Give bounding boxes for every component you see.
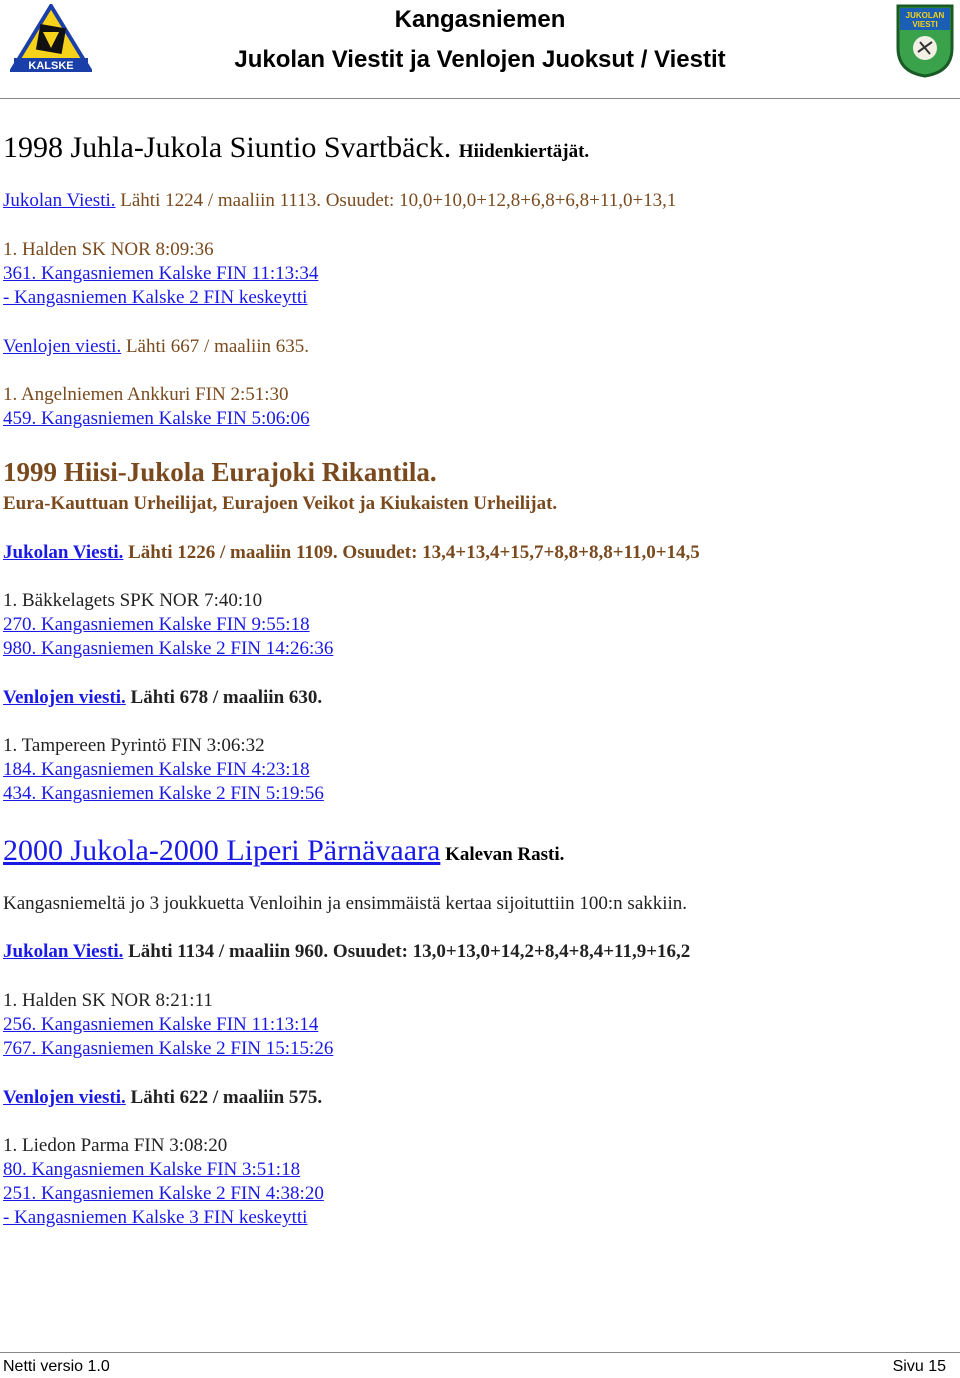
footer-version: Netti versio 1.0 xyxy=(3,1358,110,1375)
venla-info-1998: Lähti 667 / maaliin 635. xyxy=(125,336,310,357)
section-2000-note: Kangasniemeltä jo 3 joukkuetta Venloihin ja ensimmäistä kertaa sijoituttiin 100:n sakkiin. xyxy=(3,893,688,914)
result-link[interactable]: 767. Kangasniemen Kalske 2 FIN 15:15:26 xyxy=(3,1038,334,1059)
section-2000-organizer: Kalevan Rasti. xyxy=(445,844,565,865)
section-2000-heading xyxy=(3,833,564,873)
venla-link-1998[interactable]: Venlojen viesti. xyxy=(3,336,122,357)
section-1999-venla-line xyxy=(3,686,322,710)
result-link[interactable]: 434. Kangasniemen Kalske 2 FIN 5:19:56 xyxy=(3,783,324,804)
result-link[interactable]: 251. Kangasniemen Kalske 2 FIN 4:38:20 xyxy=(3,1183,324,1204)
result-line: 1. Liedon Parma FIN 3:08:20 xyxy=(3,1135,228,1156)
result-line: 1. Tampereen Pyrintö FIN 3:06:32 xyxy=(3,735,265,756)
section-1998-title: 1998 Juhla-Jukola Siuntio Svartbäck. xyxy=(3,131,452,164)
result-link[interactable]: 256. Kangasniemen Kalske FIN 11:13:14 xyxy=(3,1014,319,1035)
header-subtitle: Jukolan Viestit ja Venlojen Juoksut / Viestit xyxy=(234,46,726,73)
venla-link-2000[interactable]: Venlojen viesti. xyxy=(3,1087,126,1108)
section-1998-organizer: Hiidenkiertäjät. xyxy=(458,141,590,162)
section-2000-venla-line xyxy=(3,1086,322,1110)
jukola-logo-icon xyxy=(894,2,956,78)
header-divider xyxy=(0,98,960,99)
jukola-info-1998: Lähti 1224 / maaliin 1113. Osuudet: 10,0+10,0+12,8+6,8+6,8+11,0+13,1 xyxy=(120,190,677,211)
section-1999-organizer: Eura-Kauttuan Urheilijat, Eurajoen Veikot ja Kiukaisten Urheilijat. xyxy=(3,493,558,514)
footer-page-number: Sivu 15 xyxy=(892,1358,946,1375)
footer-divider xyxy=(0,1352,960,1353)
section-1998-jukola-line xyxy=(3,189,676,213)
jukola-link-2000[interactable]: Jukolan Viesti. xyxy=(3,941,124,962)
jukola-info-2000: Lähti 1134 / maaliin 960. Osuudet: 13,0+13,0+14,2+8,4+8,4+11,9+16,2 xyxy=(128,941,691,962)
section-1999-jukola-line xyxy=(3,541,700,565)
jukola-info-1999: Lähti 1226 / maaliin 1109. Osuudet: 13,4+13,4+15,7+8,8+8,8+11,0+14,5 xyxy=(128,542,700,563)
svg-text:KALSKE: KALSKE xyxy=(28,60,74,72)
result-line: 1. Angelniemen Ankkuri FIN 2:51:30 xyxy=(3,384,289,405)
section-2000-jukola-line xyxy=(3,940,690,964)
header-title: Kangasniemen xyxy=(394,6,566,33)
result-line: 1. Halden SK NOR 8:09:36 xyxy=(3,239,214,260)
svg-text:JUKOLAN: JUKOLAN xyxy=(905,11,945,20)
result-link[interactable]: 980. Kangasniemen Kalske 2 FIN 14:26:36 xyxy=(3,638,334,659)
result-link[interactable]: 459. Kangasniemen Kalske FIN 5:06:06 xyxy=(3,408,310,429)
section-2000-title-link[interactable]: 2000 Jukola-2000 Liperi Pärnävaara xyxy=(3,834,441,867)
venla-link-1999[interactable]: Venlojen viesti. xyxy=(3,687,126,708)
section-1999-title: 1999 Hiisi-Jukola Eurajoki Rikantila. xyxy=(3,457,437,487)
result-link[interactable]: 184. Kangasniemen Kalske FIN 4:23:18 xyxy=(3,759,310,780)
svg-text:VIESTI: VIESTI xyxy=(912,20,938,29)
section-1998-heading xyxy=(3,130,589,170)
result-link[interactable]: - Kangasniemen Kalske 2 FIN keskeytti xyxy=(3,287,308,308)
result-link[interactable]: - Kangasniemen Kalske 3 FIN keskeytti xyxy=(3,1207,308,1228)
result-link[interactable]: 270. Kangasniemen Kalske FIN 9:55:18 xyxy=(3,614,310,635)
venla-info-1999: Lähti 678 / maaliin 630. xyxy=(130,687,323,708)
result-link[interactable]: 80. Kangasniemen Kalske FIN 3:51:18 xyxy=(3,1159,301,1180)
page-footer xyxy=(0,1350,960,1378)
section-1998-venla-line xyxy=(3,335,309,359)
jukola-link-1998[interactable]: Jukolan Viesti. xyxy=(3,190,116,211)
result-line: 1. Halden SK NOR 8:21:11 xyxy=(3,990,213,1011)
result-link[interactable]: 361. Kangasniemen Kalske FIN 11:13:34 xyxy=(3,263,319,284)
page-header xyxy=(0,0,960,100)
jukola-link-1999[interactable]: Jukolan Viesti. xyxy=(3,542,124,563)
venla-info-2000: Lähti 622 / maaliin 575. xyxy=(130,1087,323,1108)
result-line: 1. Bäkkelagets SPK NOR 7:40:10 xyxy=(3,590,263,611)
